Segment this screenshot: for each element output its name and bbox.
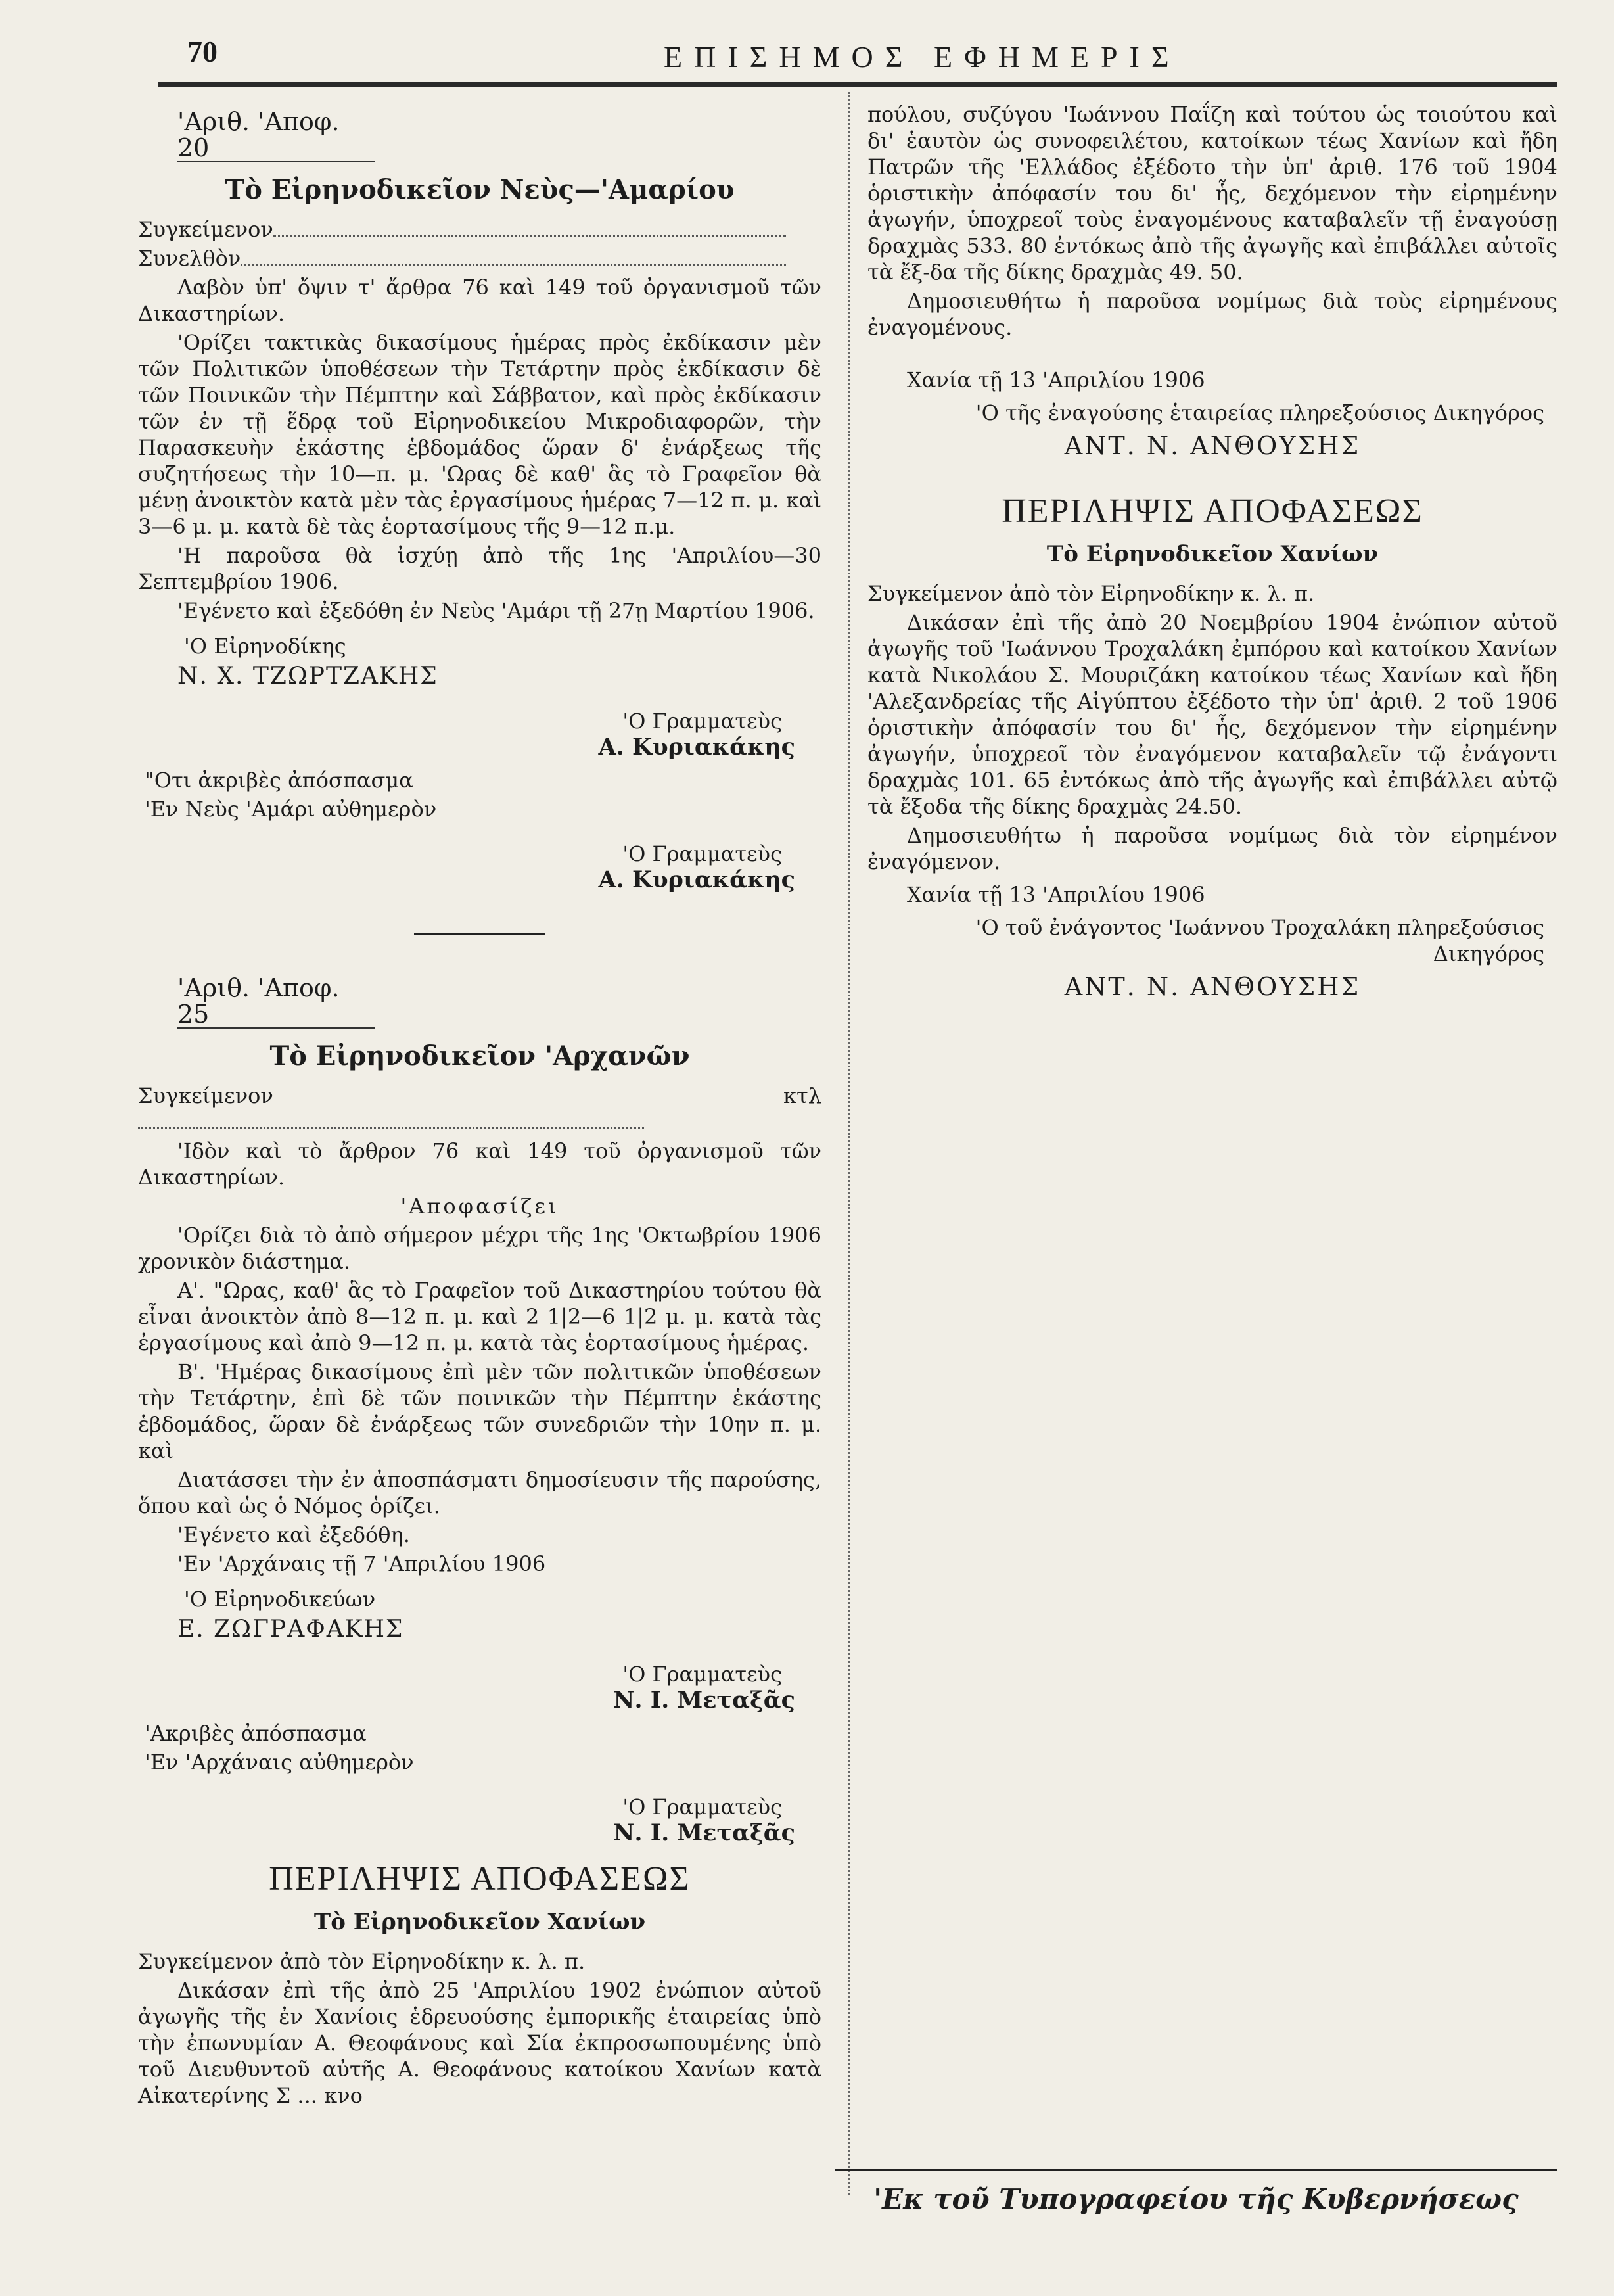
paragraph: Δικάσαν ἐπὶ τῆς ἀπὸ 20 Νοεμβρίου 1904 ἐνώπιον αὐτοῦ ἀγωγῆς τοῦ 'Ιωάννου Τρoχαλάκη ἐμπόρου καὶ κατοίκου Χανίων κατὰ Νικολάου Σ. Μουριζάκη κατοίκου τέως Χανίων καὶ ἤδη 'Αλεξανδρείας τῆς Αἰγύπτου ἐξέδοτο τὴν ὑπ' ἀριθ. 2 τοῦ 1906 ὁριστικὴν ἀπόφασίν του δι' ἧς, δεχόμενον τὴν εἰρημένην ἀγωγήν, ὑποχρεοῖ τὸν ἐναγόμενον καταβαλεῖν τῷ ἐνάγοντι δραχμὰς 101. 65 ἐντόκως ἀπὸ τῆς ἀγωγῆς καὶ ἐπιβάλλει αὐτῷ τὰ ἔξοδα τῆς δίκης δραχμὰς 24.50.: [867, 610, 1557, 819]
copy-note: 'Ακριβὲς ἀπόσπασμα: [145, 1721, 367, 1746]
decision-number: 'Αριθ. 'Αποφ. 25: [177, 975, 375, 1029]
dotted-leader: [241, 248, 786, 266]
paragraph: Δημοσιευθήτω ἡ παροῦσα νομίμως διὰ τὸν εἰρημένον ἐναγόμενον.: [867, 823, 1557, 874]
assembled-label: Συνελθὸν: [138, 246, 241, 271]
header-rule: [158, 82, 1557, 87]
paragraph: Δικάσαν ἐπὶ τῆς ἀπὸ 25 'Απριλίου 1902 ἐνώπιον αὐτοῦ ἀγωγῆς τῆς ἐν Χανίοις ἑδρευούσης ἐμπορικῆς ἑταιρείας ὑπὸ τὴν ἐπωνυμίαν Α. Θεοφάνους καὶ Σία ἐκπροσωπουμένης ὑπὸ τοῦ Διευθυντοῦ αὐτῆς Α. Θεοφάνους κατοίκου Χανίων κατὰ Αἰκατερίνης Σ ... κνο: [138, 1978, 821, 2108]
paragraph: 'Η παροῦσα θὰ ἰσχύῃ ἀπὸ τῆς 1ης 'Απριλίου—30 Σεπτεμβρίου 1906.: [138, 543, 821, 594]
place-date: Χανία τῇ 13 'Απριλίου 1906: [907, 882, 1205, 907]
paragraph: Δημοσιευθήτω ἡ παροῦσα νομίμως διὰ τοὺς εἰρημένους ἐναγομένους.: [867, 289, 1557, 340]
right-column: [867, 99, 1557, 1026]
advocate-name: ΑΝΤ. Ν. ΑΝΘΟΥΣΗΣ: [1064, 972, 1361, 1001]
advocate-name: ΑΝΤ. Ν. ΑΝΘΟΥΣΗΣ: [1064, 431, 1361, 460]
copy-place: 'Εν 'Αρχάναις αὐθημερὸν: [145, 1750, 414, 1775]
composition-line: Συγκείμενον ἀπὸ τὸν Εἰρηνοδίκην κ. λ. π.: [867, 581, 1315, 606]
paragraph: Λαβὸν ὑπ' ὄψιν τ' ἄρθρα 76 καὶ 149 τοῦ ὀργανισμοῦ τῶν Δικαστηρίων.: [138, 275, 821, 326]
paragraph: 'Ιδὸν καὶ τὸ ἄρθρον 76 καὶ 149 τοῦ ὀργανισμοῦ τῶν Δικαστηρίων.: [138, 1138, 821, 1190]
paragraph: Διατάσσει τὴν ἐν ἀποσπάσματι δημοσίευσιν τῆς παρούσης, ὅπου καὶ ὡς ὁ Νόμος ὁρίζει.: [138, 1467, 821, 1518]
signatory-name: Ν. Ι. Μεταξᾶς: [613, 1687, 795, 1714]
composition-line: [138, 1083, 821, 1135]
signatory-title: 'Ο Γραμματεὺς: [622, 709, 782, 734]
signatory-name: Ε. ΖΩΓΡΑΦΑΚΗΣ: [177, 1616, 404, 1643]
paragraph: πούλου, συζύγου 'Ιωάννου Παΐζη καὶ τούτου ὡς τοιούτου καὶ δι' ἑαυτὸν ὡς συνοφειλέτου, κατοίκων τέως Χανίων καὶ ἤδη Πατρῶν τῆς 'Ελλάδος ἐξέδοτο τὴν ὑπ' ἀριθ. 176 τοῦ 1904 ὁριστικὴν ἀπόφασίν του δι' ἧς, δεχόμενον τὴν εἰρημένην ἀγωγήν, ὑποχρεοῖ τοὺς ἐναγομένους καταβαλεῖν τῇ ἐναγούσῃ δραχμὰς 533. 80 ἐντόκως ἀπὸ τῆς ἀγωγῆς καὶ ἐπιβάλλει αὐτοῖς τὰ ἔξ-δα τῆς δίκης δραχμὰς 49. 50.: [867, 102, 1557, 285]
decision-continuation: [867, 101, 1557, 459]
place-date: Χανία τῇ 13 'Απριλίου 1906: [907, 367, 1205, 392]
left-column: [138, 99, 821, 2111]
composition-line: Συγκείμενον ἀπὸ τὸν Εἰρηνοδίκην κ. λ. π.: [138, 1949, 586, 1974]
paragraph: 'Ορίζει τακτικὰς δικασίμους ἡμέρας πρὸς ἐκδίκασιν μὲν τῶν Πολιτικῶν ὑποθέσεων τὴν Τετάρτην πρὸς ἐκδίκασιν δὲ τῶν Ποινικῶν τὴν Πέμπτην καὶ Σάββατον, καὶ πρὸς ἐκδίκασιν τῶν ἐν τῇ ἕδρᾳ τοῦ Εἰρηνοδικείου Μικροδιαφορῶν, τὴν Παρασκευὴν ἑκάστης ἑβδομάδος ὥραν δ' ἐνάρξεως τῆς συζητήσεως τὴν 10—π. μ. 'Ωρας δὲ καθ' ἃς τὸ Γραφεῖον θὰ μένῃ ἀνοικτὸν κατὰ μὲν τὰς ἐργασίμους ἡμέρας 7—12 π. μ. καὶ 3—6 μ. μ. κατὰ δὲ τὰς ἑορτασίμους τῆς 9—12 π.μ.: [138, 330, 821, 539]
paragraph: 'Εγένετο καὶ ἐξεδόθη ἐν Νεὺς 'Αμάρι τῇ 27ῃ Μαρτίου 1906.: [177, 598, 815, 623]
decision-summary-chania-2: [867, 492, 1557, 1001]
page-number: 70: [187, 35, 218, 68]
court-title: Τὸ Εἰρηνοδικεῖον 'Αρχανῶν: [269, 1041, 690, 1071]
decision-number: 'Αριθ. 'Αποφ. 20: [177, 108, 375, 162]
signatory-title: 'Ο Γραμματεὺς: [622, 841, 782, 866]
signatory-title: 'Ο Γραμματεὺς: [622, 1662, 782, 1687]
column-divider: [848, 92, 850, 2195]
dotted-leader: [273, 219, 786, 237]
composition-label: Συγκείμενον: [138, 217, 273, 242]
court-title: Τὸ Εἰρηνοδικεῖον Χανίων: [1046, 541, 1379, 567]
decision-summary-chania: [138, 1860, 821, 2109]
assembled-line: [138, 245, 821, 271]
court-title: Τὸ Εἰρηνοδικεῖον Χανίων: [313, 1909, 646, 1935]
signatory-name: Ν. Ι. Μεταξᾶς: [613, 1819, 795, 1846]
signatory-title: 'Ο Εἰρηνοδίκης: [184, 634, 346, 659]
signatory-title: 'Ο Γραμματεὺς: [622, 1794, 782, 1819]
dotted-leader: [138, 1112, 644, 1129]
decision-20: [138, 108, 821, 893]
decides-heading: 'Αποφασίζει: [400, 1194, 559, 1219]
composition-label: Συγκείμενον κτλ: [138, 1083, 821, 1108]
signatory-name: Α. Κυριακάκης: [598, 734, 795, 761]
paragraph: 'Εγένετο καὶ ἐξεδόθη.: [177, 1522, 410, 1547]
place-date: 'Εν 'Αρχάναις τῇ 7 'Απριλίου 1906: [177, 1551, 546, 1576]
advocate-title: 'Ο τῆς ἐναγούσης ἑταιρείας πληρεξούσιος Δικηγόρος: [975, 400, 1544, 425]
paragraph: 'Ορίζει διὰ τὸ ἀπὸ σήμερον μέχρι τῆς 1ης 'Οκτωβρίου 1906 χρονικὸν διάστημα.: [138, 1223, 821, 1274]
signatory-name: Ν. Χ. ΤΖΩΡΤΖΑΚΗΣ: [177, 663, 438, 690]
section-title: ΠΕΡΙΛΗΨΙΣ ΑΠΟΦΑΣΕΩΣ: [1002, 492, 1423, 530]
composition-line: [138, 216, 821, 243]
advocate-title: 'Ο τοῦ ἐνάγοντος 'Ιωάννου Τροχαλάκη πληρεξούσιος Δικηγόρος: [975, 915, 1544, 966]
copy-place: 'Εν Νεὺς 'Αμάρι αὐθημερὸν: [145, 797, 437, 822]
decision-25: [138, 975, 821, 1846]
signatory-title: 'Ο Εἰρηνοδικεύων: [184, 1587, 376, 1612]
paragraph: Β'. 'Ημέρας δικασίμους ἐπὶ μὲν τῶν πολιτικῶν ὑποθέσεων τὴν Τετάρτην, ἐπὶ δὲ τῶν ποινικῶν τὴν Πέμπτην ἑκάστης ἑβδομάδος, ὥραν δὲ ἐνάρξεως τῶν συνεδριῶν τὴν 10ην π. μ. καὶ: [138, 1359, 821, 1463]
copy-note: "Οτι ἀκριβὲς ἀπόσπασμα: [145, 768, 413, 793]
section-rule: [414, 933, 545, 935]
journal-title: ΕΠΙΣΗΜΟΣ ΕΦΗΜΕΡΙΣ: [664, 40, 1181, 74]
court-title: Τὸ Εἰρηνοδικεῖον Νεὺς—'Αμαρίου: [225, 174, 735, 205]
paragraph: Α'. "Ωρας, καθ' ἃς τὸ Γραφεῖον τοῦ Δικαστηρίου τούτου θὰ εἶναι ἀνοικτὸν ἀπὸ 8—12 π. μ. καὶ 2 1|2—6 1|2 μ. μ. κατὰ τὰς ἐργασίμους καὶ ἀπὸ 9—12 π. μ. κατὰ τὰς ἑορτασίμους ἡμέρας.: [138, 1278, 821, 1355]
section-title: ΠΕΡΙΛΗΨΙΣ ΑΠΟΦΑΣΕΩΣ: [269, 1860, 691, 1898]
signatory-name: Α. Κυριακάκης: [598, 866, 795, 893]
printer-footer: 'Εκ τοῦ Τυπογραφείου τῆς Κυβερνήσεως: [835, 2169, 1557, 2215]
